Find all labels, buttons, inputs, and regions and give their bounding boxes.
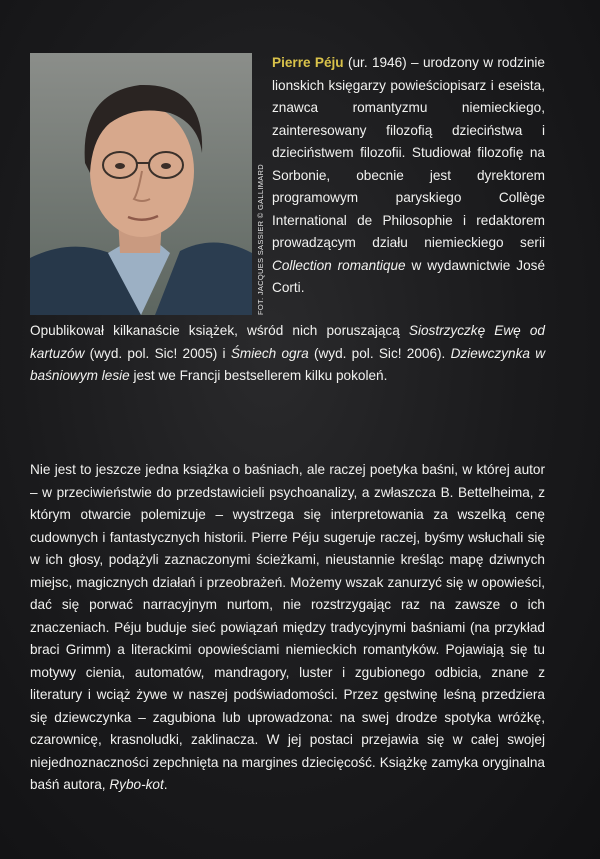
author-name: Pierre Péju (272, 55, 344, 70)
bio-full-part-3: (wyd. pol. Sic! 2006). (308, 345, 451, 361)
author-portrait-image (30, 53, 252, 315)
bio-side-end: w wydawnictwie José Corti. (272, 257, 545, 295)
author-photo (30, 53, 252, 315)
book-title-3: Dziewczynka w baśniowym lesie (30, 345, 546, 383)
bio-full-part-1: Opublikował kilkanaście książek, wśród nich poruszającą (30, 323, 409, 338)
author-bio-full (30, 320, 545, 388)
photo-credit: FOT. JACQUES SASSIER © GALLIMARD (256, 164, 265, 315)
book-description (30, 459, 545, 797)
series-title: Collection romantique (272, 257, 406, 273)
author-bio-side (272, 52, 545, 300)
book-title-2: Śmiech ogra (230, 345, 309, 361)
bio-full-part-4: jest we Francji bestsellerem kilku pokoleń. (129, 368, 388, 383)
closing-end: . (163, 777, 168, 792)
description-text: Nie jest to jeszcze jedna książka o baśniach, ale raczej poetyka baśni, w której autor – w przeciwieństwie do przedstawicieli psychoanalizy, a zwłaszcza B. Bettelheima, z którym otwarcie polemizuje – wystrzega się interpretowania za wszelką cenę cudownych i fantastycznych historii. Pierre Péju sugeruje raczej, byśmy wsłuchali się w ich głosy, podążyli zaznaczonymi ścieżkami, nieustannie kreśląc mapę dziwnych miejsc, magicznych działań i przeobrażeń. Możemy wszak zanurzyć się w opowieści, dać się porwać narracyjnym nurtom, nie rozstrzygając raz na zawsze o ich znaczeniach. Péju buduje sieć powiązań między tradycyjnymi baśniami (na przykład braci Grimm) a literackimi opowieściami niemieckich romantyków. Pojawiają się tu motywy cienia, automatów, mandragory, luster i zgubionego odbicia, znane z literatury i wciąż żywe w naszej podświadomości. Przez gęstwinę leśną przedziera się dziewczynka – zagubiona lub uprowadzona: na swej drodze spotyka wróżkę, czarownicę, krasnoludki, zaklinacza. W jej postaci przejawia się w całej swojej niejednoznaczności zepchnięta na margines dziecięcość. Książkę zamyka oryginalna baśń autora, (30, 462, 545, 792)
bio-full-part-2: (wyd. pol. Sic! 2005) i (84, 345, 231, 361)
book-title-1: Siostrzyczkę Ewę od kartuzów (30, 323, 545, 361)
bio-side-text: (ur. 1946) – urodzony w rodzinie lionskich księgarzy powieściopisarz i eseista, znawca romantyzmu niemieckiego, zainteresowany filozofią dzieciństwa i dzieciństwem filozofii. Studiował filozofię na Sorbonie, obecnie jest dyrektorem programowym paryskiego Collège International de Philosophie i redaktorem prowadzącym działu niemieckiego serii (272, 55, 545, 250)
closing-title: Rybo-kot (109, 777, 164, 792)
